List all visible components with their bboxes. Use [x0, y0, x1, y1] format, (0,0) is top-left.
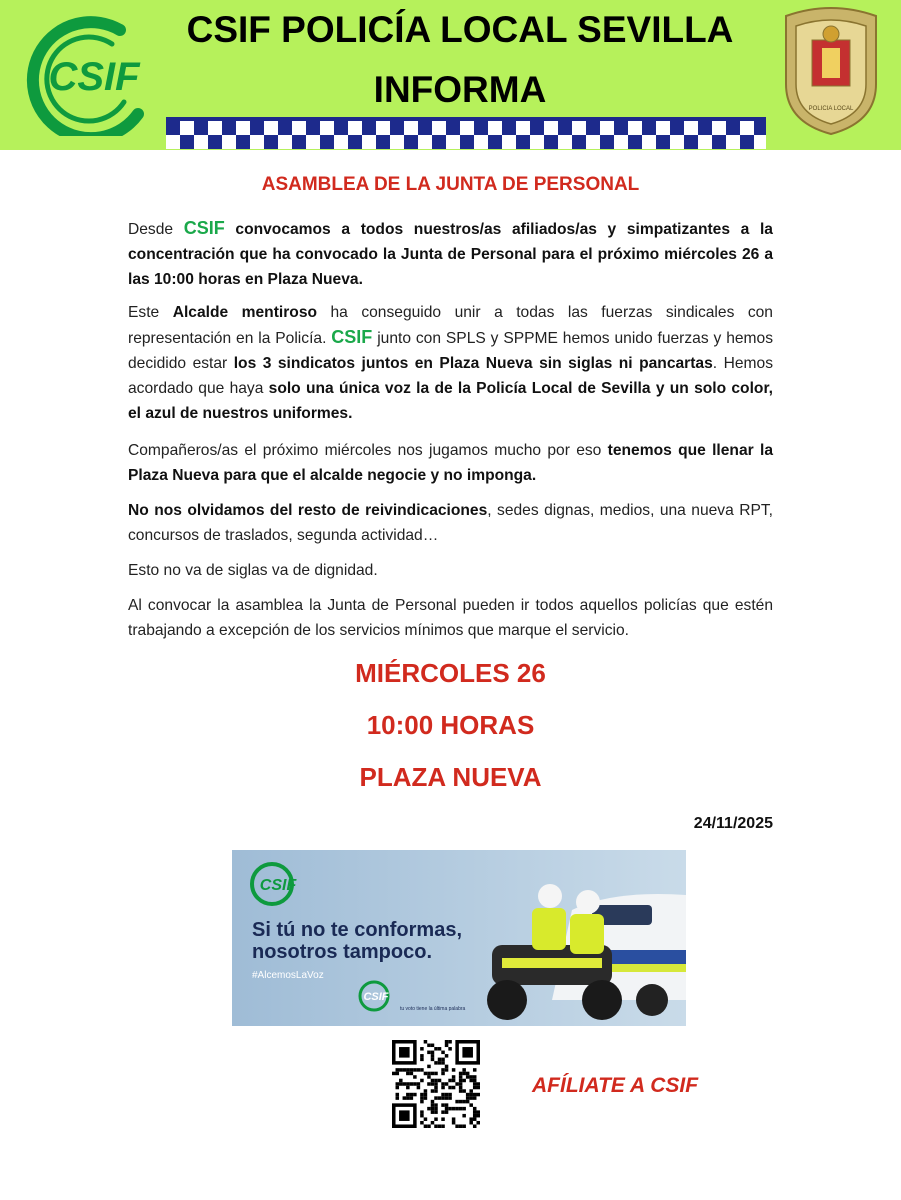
policia-local-badge: [776, 4, 886, 136]
paragraph-reivindicaciones: No nos olvidamos del resto de reivindicaciones, sedes dignas, medios, una nueva RPT, concursos de traslados, segunda actividad…: [128, 502, 773, 544]
qr-code[interactable]: [392, 1040, 480, 1128]
event-time: 10:00 HORAS: [366, 710, 535, 740]
event-place: PLAZA NUEVA: [359, 762, 542, 792]
paragraph-sindicatos: Este Alcalde mentiroso ha conseguido unir a todas las fuerzas sindicales con representación en la Policía. CSIF junto con SPLS y SPPME hemos unido fuerzas y hemos decidido estar los 3 sindicatos juntos en Plaza Nueva sin siglas ni pancartas. Hemos acordado que haya solo una única voz la de la Policía Local de Sevilla y un solo color, el azul de nuestros uniformes.: [128, 304, 774, 422]
header-bar: [0, 0, 901, 150]
header-title-line2: INFORMA: [373, 69, 547, 110]
banner-slogan-line1: Si tú no te conformas,: [252, 919, 463, 941]
paragraph-convocatoria: Desde CSIF convocamos a todos nuestros/as afiliados/as y simpatizantes a la concentración que ha convocado la Junta de Personal para el próximo miércoles 26 a las 10:00 horas en Plaza Nueva.: [128, 218, 773, 288]
csif-highlight: CSIF: [331, 327, 373, 347]
csif-logo-text: CSIF: [48, 55, 140, 99]
paragraph-dignidad: Esto no va de siglas va de dignidad.: [128, 562, 378, 579]
csif-banner-image: [232, 850, 686, 1026]
banner-slogan-line2: nosotros tampoco.: [252, 941, 433, 963]
paragraph-asamblea: Al convocar la asamblea la Junta de Personal pueden ir todos aquellos policías que estén trabajando a excepción de los servicios mínimos que marque el servicio.: [128, 597, 773, 639]
paragraph-llenar-plaza: Compañeros/as el próximo miércoles nos jugamos mucho por eso tenemos que llenar la Plaza Nueva para que el alcalde negocie y no imponga.: [128, 442, 773, 484]
event-day: MIÉRCOLES 26: [355, 658, 546, 688]
csif-highlight: CSIF: [183, 218, 225, 238]
banner-hashtag: #AlcemosLaVoz: [252, 970, 324, 981]
badge-text: POLICIA LOCAL: [808, 106, 854, 112]
checkered-band: [166, 117, 766, 149]
afiliate-cta[interactable]: AFÍLIATE A CSIF: [532, 1074, 699, 1097]
csif-logo: [20, 14, 160, 136]
banner-logo2-text: CSIF: [363, 991, 389, 1003]
header-title-line1: CSIF POLICÍA LOCAL SEVILLA: [186, 9, 734, 50]
banner-tagline: tu voto tiene la última palabra: [400, 1006, 466, 1012]
banner-logo-text: CSIF: [259, 877, 297, 894]
document-date: 24/11/2025: [693, 815, 773, 832]
section-heading: ASAMBLEA DE LA JUNTA DE PERSONAL: [261, 174, 640, 195]
